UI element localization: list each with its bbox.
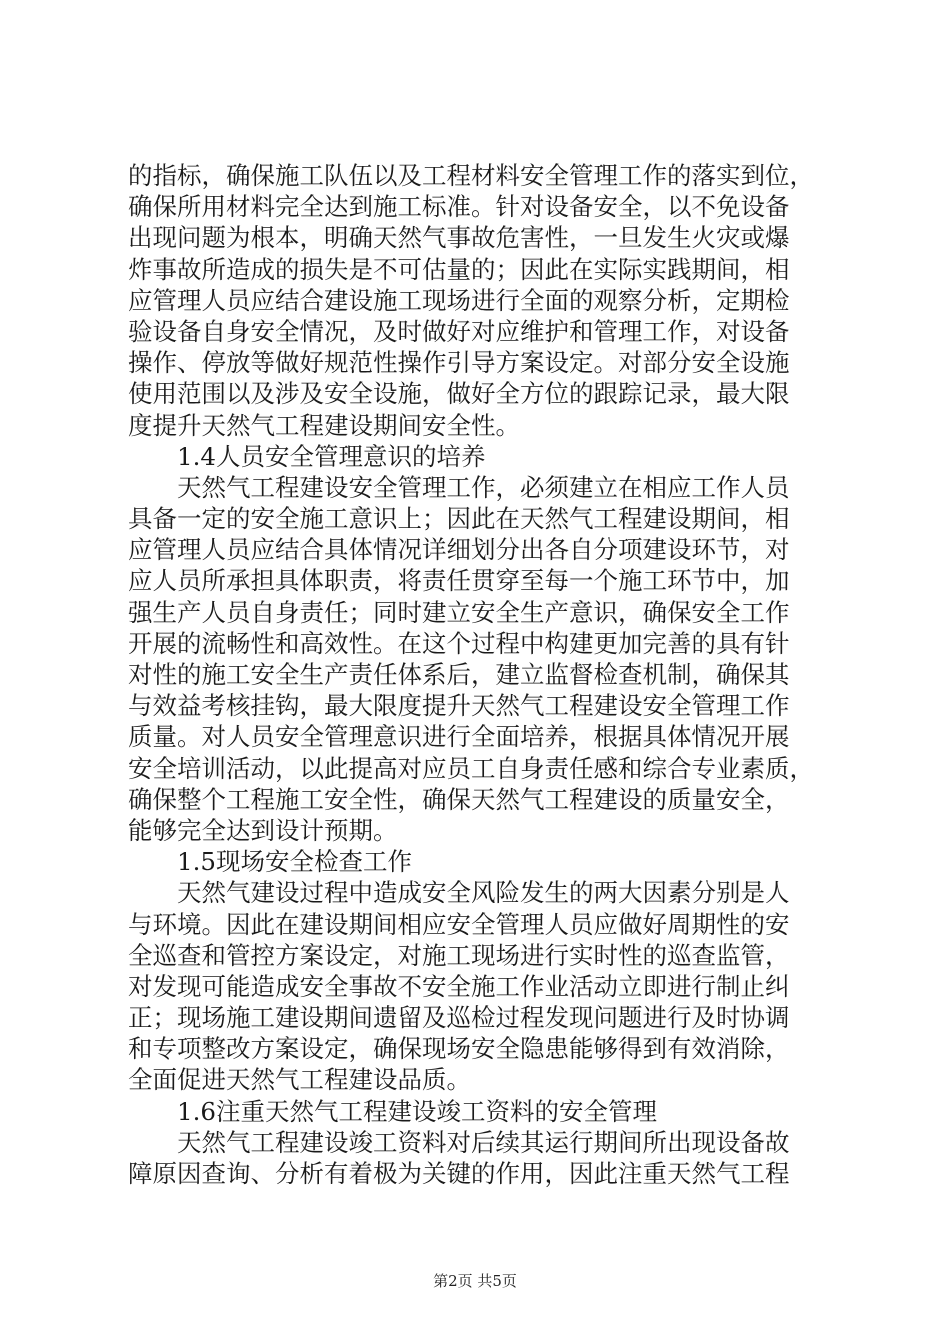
paragraph-line: 确保所用材料完全达到施工标准。针对设备安全，以不免设备	[128, 192, 790, 222]
paragraph-line: 应管理人员应结合具体情况详细划分出各自分项建设环节，对	[128, 535, 790, 565]
paragraph-line: 全巡查和管控方案设定，对施工现场进行实时性的巡查监管，	[128, 940, 790, 970]
paragraph-line: 与效益考核挂钩，最大限度提升天然气工程建设安全管理工作	[128, 691, 790, 721]
paragraph-line: 对发现可能造成安全事故不安全施工作业活动立即进行制止纠	[128, 971, 790, 1001]
paragraph-line: 度提升天然气工程建设期间安全性。	[128, 410, 520, 440]
paragraph-line: 确保整个工程施工安全性，确保天然气工程建设的质量安全，	[128, 784, 790, 814]
paragraph-line: 操作、停放等做好规范性操作引导方案设定。对部分安全设施	[128, 348, 790, 378]
paragraph-line: 出现问题为根本，明确天然气事故危害性，一旦发生火灾或爆	[128, 223, 790, 253]
paragraph-line: 对性的施工安全生产责任体系后，建立监督检查机制，确保其	[128, 660, 790, 689]
paragraph-line: 天然气工程建设竣工资料对后续其运行期间所出现设备故	[177, 1127, 790, 1157]
paragraph-line: 全面促进天然气工程建设品质。	[128, 1065, 471, 1095]
paragraph-line: 炸事故所造成的损失是不可估量的；因此在实际实践期间，相	[128, 254, 790, 284]
paragraph-line: 的指标，确保施工队伍以及工程材料安全管理工作的落实到位，	[128, 161, 814, 190]
paragraph-line: 具备一定的安全施工意识上；因此在天然气工程建设期间，相	[128, 504, 790, 534]
section-heading-1-4: 1.4人员安全管理意识的培养	[177, 441, 486, 471]
paragraph-line: 和专项整改方案设定，确保现场安全隐患能够得到有效消除，	[128, 1034, 790, 1064]
paragraph-line: 天然气工程建设安全管理工作，必须建立在相应工作人员	[177, 472, 790, 502]
paragraph-line: 强生产人员自身责任；同时建立安全生产意识，确保安全工作	[128, 597, 790, 627]
paragraph-line: 安全培训活动，以此提高对应员工自身责任感和综合专业素质，	[128, 753, 814, 783]
paragraph-line: 能够完全达到设计预期。	[128, 815, 398, 845]
section-heading-1-6: 1.6注重天然气工程建设竣工资料的安全管理	[177, 1096, 657, 1126]
paragraph-line: 应管理人员应结合建设施工现场进行全面的观察分析，定期检	[128, 285, 790, 315]
paragraph-line: 质量。对人员安全管理意识进行全面培养，根据具体情况开展	[128, 722, 790, 752]
paragraph-line: 与环境。因此在建设期间相应安全管理人员应做好周期性的安	[128, 909, 790, 939]
paragraph-line: 使用范围以及涉及安全设施，做好全方位的跟踪记录，最大限	[128, 379, 790, 409]
paragraph-line: 天然气建设过程中造成安全风险发生的两大因素分别是人	[177, 878, 790, 908]
page-number-footer: 第2页 共5页	[433, 1272, 517, 1290]
paragraph-line: 应人员所承担具体职责，将责任贯穿至每一个施工环节中，加	[128, 566, 790, 596]
paragraph-line: 障原因查询、分析有着极为关键的作用，因此注重天然气工程	[128, 1159, 790, 1188]
section-heading-1-5: 1.5现场安全检查工作	[177, 847, 412, 877]
body-text	[128, 160, 828, 1189]
paragraph-line: 验设备自身安全情况，及时做好对应维护和管理工作，对设备	[128, 316, 790, 346]
paragraph-line: 开展的流畅性和高效性。在这个过程中构建更加完善的具有针	[128, 628, 790, 658]
paragraph-line: 正；现场施工建设期间遗留及巡检过程发现问题进行及时协调	[128, 1003, 790, 1033]
